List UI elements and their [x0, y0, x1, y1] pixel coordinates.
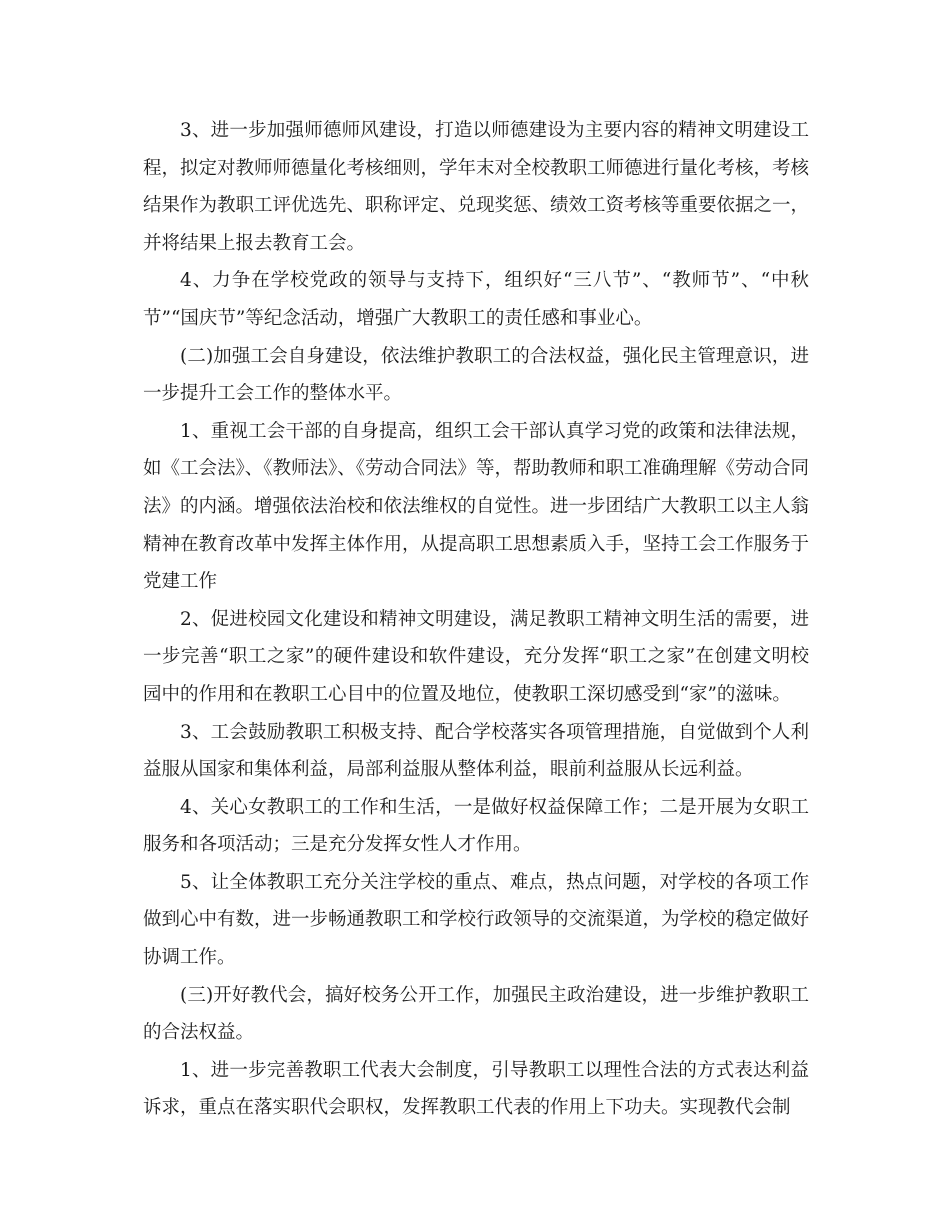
paragraph-key-issues: 5、让全体教职工充分关注学校的重点、难点，热点问题，对学校的各项工作做到心中有数，进一步畅通教职工和学校行政领导的交流渠道，为学校的稳定做好协调工作。	[143, 871, 810, 969]
section-heading-staff-congress: (三)开好教代会，搞好校务公开工作，加强民主政治建设，进一步维护教职工的合法权益。	[143, 984, 809, 1044]
paragraph-female-staff: 4、关心女教职工的工作和生活，一是做好权益保障工作；二是开展为女职工服务和各项活动；三是充分发挥女性人才作用。	[143, 796, 809, 856]
paragraph-management-support: 3、工会鼓励教职工积极支持、配合学校落实各项管理措施，自觉做到个人利益服从国家和集体利益，局部利益服从整体利益，眼前利益服从长远利益。	[143, 721, 809, 781]
paragraph-cadre-training: 1、重视工会干部的自身提高，组织工会干部认真学习党的政策和法律法规，如《工会法》、《教师法》、《劳动合同法》等，帮助教师和职工准确理解《劳动合同法》的内涵。增强依法治校和依法维权的自觉性。进一步团结广大教职工以主人翁精神在教育改革中发挥主体作用，从提高职工思想素质入手，坚持工会工作服务于党建工作	[143, 420, 810, 593]
paragraph-congress-system: 1、进一步完善教职工代表大会制度，引导教职工以理性合法的方式表达利益诉求，重点在落实职代会职权，发挥教职工代表的作用上下功夫。实现教代会制	[143, 1059, 809, 1119]
paragraph-festival-activities: 4、力争在学校党政的领导与支持下，组织好“三八节”、“教师节”、“中秋节”“国庆节”等纪念活动，增强广大教职工的责任感和事业心。	[143, 270, 809, 329]
paragraph-campus-culture: 2、促进校园文化建设和精神文明建设，满足教职工精神文明生活的需要，进一步完善“职工之家”的硬件建设和软件建设，充分发挥“职工之家”在创建文明校园中的作用和在教职工心目中的位置及地位，使教职工深切感受到“家”的滋味。	[143, 608, 809, 705]
document-body	[143, 112, 809, 1127]
paragraph-teacher-ethics: 3、进一步加强师德师风建设，打造以师德建设为主要内容的精神文明建设工程，拟定对教师师德量化考核细则，学年末对全校教职工师德进行量化考核，考核结果作为教职工评优选先、职称评定、兑现奖惩、绩效工资考核等重要依据之一，并将结果上报去教育工会。	[143, 120, 810, 254]
section-heading-union-building: (二)加强工会自身建设，依法维护教职工的合法权益，强化民主管理意识，进一步提升工会工作的整体水平。	[143, 345, 809, 405]
